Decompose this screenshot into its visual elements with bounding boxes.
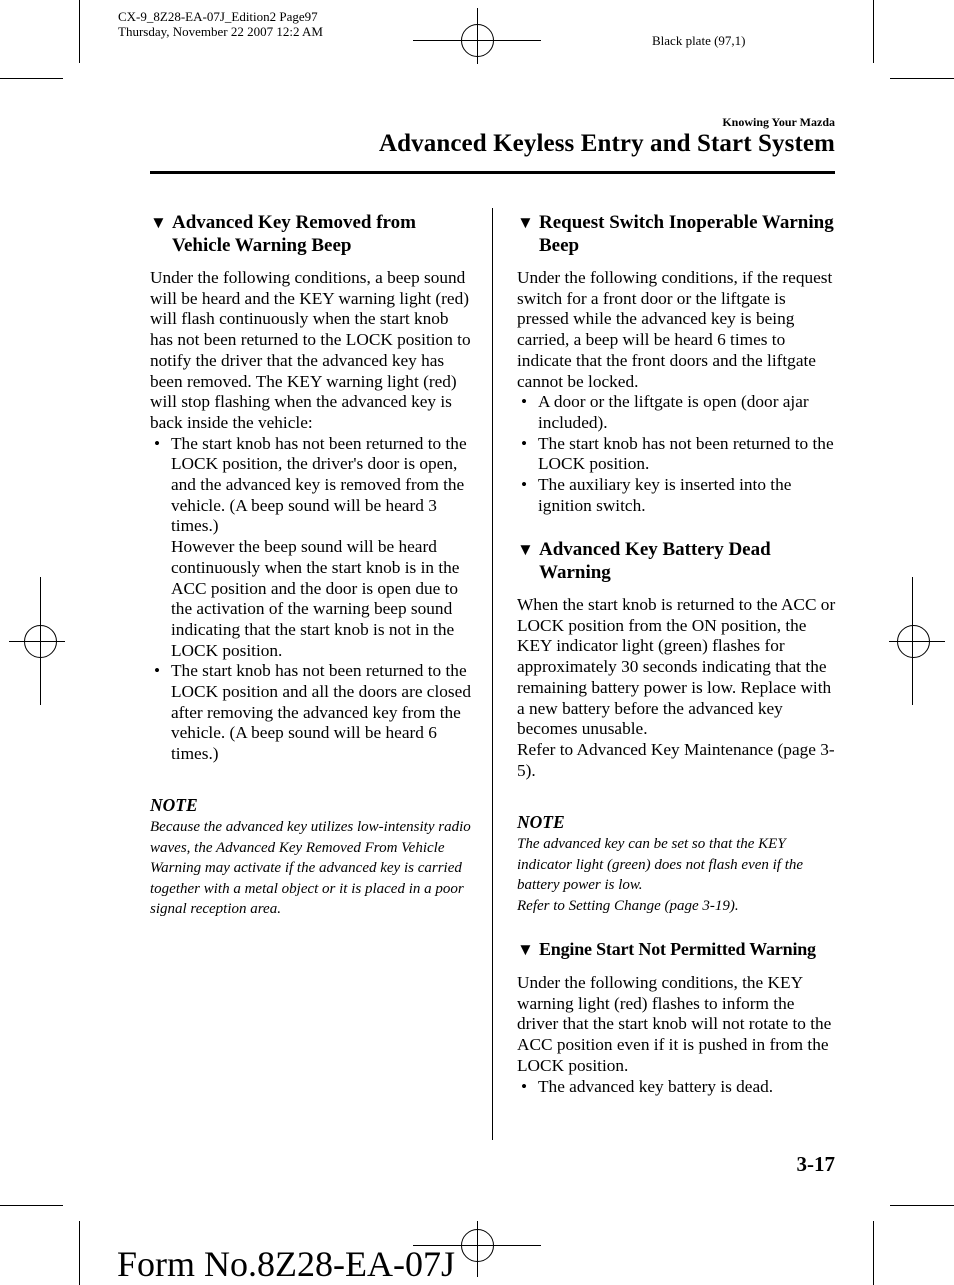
triangle-marker-icon: ▼ bbox=[150, 213, 167, 232]
crop-mark-bottom-right-h bbox=[890, 1205, 954, 1206]
bullet-list bbox=[517, 1077, 837, 1098]
list-item-text: The start knob has not been returned to the LOCK position, the driver's door is open, and the advanced key is removed from the vehicle. (A beep sound will be heard 3 times.) bbox=[171, 433, 467, 536]
form-number: Form No.8Z28-EA-07J bbox=[117, 1244, 455, 1284]
list-item bbox=[517, 434, 837, 475]
heading-text: Advanced Key Removed from Vehicle Warning Beep bbox=[172, 212, 416, 256]
list-item bbox=[150, 434, 472, 662]
heading-text: Advanced Key Battery Dead Warning bbox=[539, 539, 771, 583]
column-divider bbox=[492, 208, 493, 1140]
bullet-icon: • bbox=[521, 392, 528, 412]
paragraph: Refer to Advanced Key Maintenance (page 3-5). bbox=[517, 739, 835, 780]
bullet-icon: • bbox=[521, 475, 528, 495]
note-text bbox=[517, 834, 837, 916]
triangle-marker-icon: ▼ bbox=[517, 940, 534, 959]
note-text: Because the advanced key utilizes low-intensity radio waves, the Advanced Key Removed From Vehicle Warning may activate if the advanced key is carried together with a metal object or it is placed in a poor signal reception area. bbox=[150, 819, 471, 918]
title-rule bbox=[150, 171, 835, 174]
paragraph: Under the following conditions, a beep sound will be heard and the KEY warning light (red) will flash continuously when the start knob has not been returned to the LOCK position to notify the driver that the advanced key has been removed. The KEY warning light (red) will stop flashing when the advanced key is back inside the vehicle: bbox=[150, 268, 471, 432]
list-item-text: The advanced key battery is dead. bbox=[538, 1076, 774, 1096]
paragraph: Under the following conditions, the KEY warning light (red) flashes to inform the driver that the start knob will not rotate to the ACC position even if it is pushed in from the LOCK position. bbox=[517, 973, 832, 1075]
bullet-list bbox=[517, 392, 837, 516]
bullet-list bbox=[150, 434, 472, 765]
heading-text: Request Switch Inoperable Warning Beep bbox=[539, 212, 834, 256]
print-slug bbox=[118, 9, 323, 39]
bullet-icon: • bbox=[154, 433, 161, 453]
note-line: Refer to Setting Change (page 3-19). bbox=[517, 897, 739, 914]
paragraph: When the start knob is returned to the ACC or LOCK position from the ON position, the KEY indicator light (green) flashes for approximately 30 seconds indicating that the remaining battery power is low. Replace with a new battery before the advanced key becomes unusable. bbox=[517, 595, 836, 739]
list-item-continuation: However the beep sound will be heard continuously when the start knob is in the ACC position and the door is open due to the activation of the warning beep sound indicating that the start knob is not in the LOCK position. bbox=[171, 537, 460, 660]
plate-label: Black plate (97,1) bbox=[652, 33, 746, 48]
crop-mark-top-right-h bbox=[890, 78, 954, 79]
bullet-icon: • bbox=[154, 661, 161, 681]
heading-battery-dead bbox=[517, 538, 839, 584]
list-item bbox=[517, 475, 837, 516]
section-name: Knowing Your Mazda bbox=[722, 115, 835, 129]
page-title: Advanced Keyless Entry and Start System bbox=[379, 130, 835, 157]
triangle-marker-icon: ▼ bbox=[517, 213, 534, 232]
left-body bbox=[150, 268, 472, 765]
page-number: 3-17 bbox=[796, 1152, 835, 1176]
list-item bbox=[150, 661, 472, 765]
note-label: NOTE bbox=[150, 795, 198, 815]
triangle-marker-icon: ▼ bbox=[517, 540, 534, 559]
paragraph: Under the following conditions, if the request switch for a front door or the liftgate is pressed while the advanced key is being carried, a beep will be heard 6 times to indicate that the front doors and the liftgate cannot be locked. bbox=[517, 268, 833, 391]
note-line: The advanced key can be set so that the KEY indicator light (green) does not flash even if the battery power is low. bbox=[517, 836, 804, 894]
crop-mark-bottom-left-h bbox=[0, 1205, 63, 1206]
heading-request-switch bbox=[517, 211, 839, 257]
list-item-text: The auxiliary key is inserted into the ignition switch. bbox=[538, 475, 792, 515]
list-item bbox=[517, 392, 837, 433]
list-item bbox=[517, 1077, 837, 1098]
slug-line-2: Thursday, November 22 2007 12:2 AM bbox=[118, 24, 323, 39]
bullet-icon: • bbox=[521, 1076, 528, 1096]
heading-text: Engine Start Not Permitted Warning bbox=[539, 939, 816, 959]
slug-line-1: CX-9_8Z28-EA-07J_Edition2 Page97 bbox=[118, 9, 318, 24]
right-body-2 bbox=[517, 595, 837, 781]
right-body-3 bbox=[517, 973, 837, 1097]
list-item-text: The start knob has not been returned to the LOCK position. bbox=[538, 433, 834, 474]
note-label: NOTE bbox=[517, 812, 565, 832]
crop-mark-top-right-v bbox=[873, 0, 874, 63]
list-item-text: The start knob has not been returned to the LOCK position and all the doors are closed after removing the advanced key from the vehicle. (A beep sound will be heard 6 times.) bbox=[171, 661, 471, 764]
right-body-1 bbox=[517, 268, 837, 516]
bullet-icon: • bbox=[521, 433, 528, 453]
crop-mark-top-left-h bbox=[0, 78, 63, 79]
crop-mark-bottom-left-v bbox=[79, 1221, 80, 1285]
heading-engine-start bbox=[517, 938, 859, 961]
crop-mark-bottom-right-v bbox=[873, 1221, 874, 1285]
crop-mark-top-left-v bbox=[79, 0, 80, 63]
list-item-text: A door or the liftgate is open (door ajar included). bbox=[538, 392, 809, 432]
heading-key-removed bbox=[150, 211, 472, 257]
